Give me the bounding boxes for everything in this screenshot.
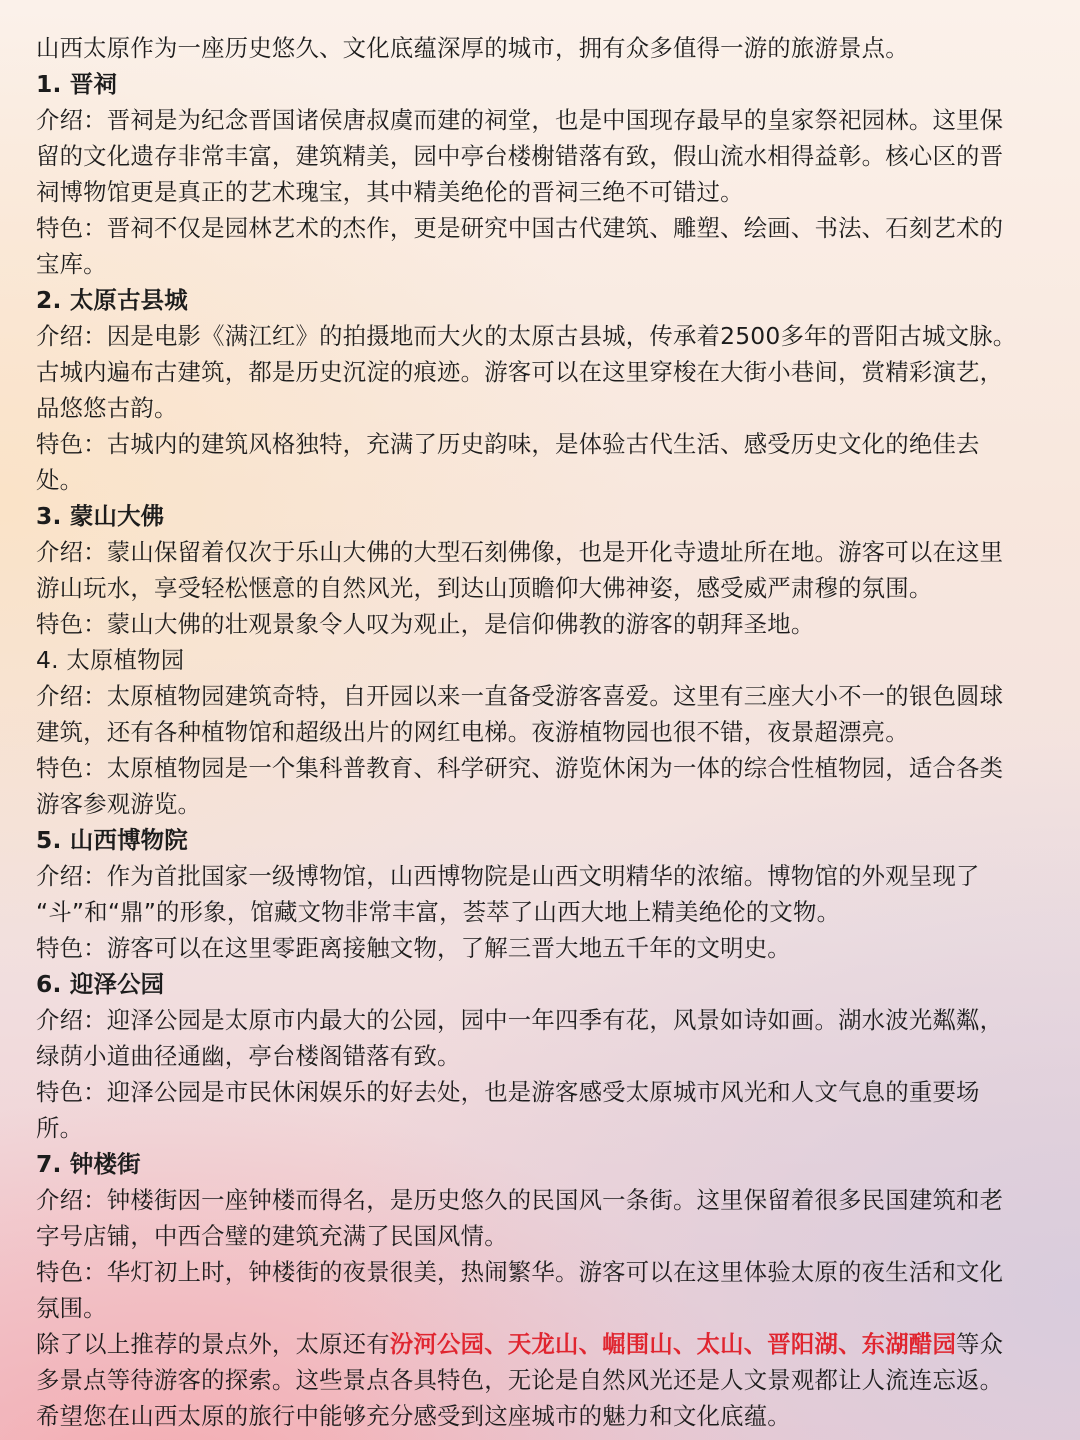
closing-first-line bbox=[36, 1326, 1046, 1362]
section-title: 5. 山西博物院 bbox=[36, 826, 188, 854]
section-line: 祠博物馆更是真正的艺术瑰宝，其中精美绝伦的晋祠三绝不可错过。 bbox=[36, 178, 744, 206]
section-yingze-park bbox=[36, 966, 1046, 1146]
section-line: 特色：古城内的建筑风格独特，充满了历史韵味，是体验古代生活、感受历史文化的绝佳去 bbox=[36, 430, 980, 458]
section-line: 介绍：钟楼街因一座钟楼而得名，是历史悠久的民国风一条街。这里保留着很多民国建筑和老 bbox=[36, 1186, 1004, 1214]
section-line: 建筑，还有各种植物馆和超级出片的网红电梯。夜游植物园也很不错，夜景超漂亮。 bbox=[36, 718, 909, 746]
section-line: 特色：华灯初上时，钟楼街的夜景很美，热闹繁华。游客可以在这里体验太原的夜生活和文化 bbox=[36, 1258, 1004, 1286]
section-line: 特色：迎泽公园是市民休闲娱乐的好去处，也是游客感受太原城市风光和人文气息的重要场 bbox=[36, 1078, 980, 1106]
section-line: 处。 bbox=[36, 466, 84, 494]
closing-line: 多景点等待游客的探索。这些景点各具特色，无论是自然风光还是人文景观都让人流连忘返。 bbox=[36, 1366, 1004, 1394]
section-line: 介绍：作为首批国家一级博物馆，山西博物院是山西文明精华的浓缩。博物馆的外观呈现了 bbox=[36, 862, 980, 890]
section-title: 1. 晋祠 bbox=[36, 70, 118, 98]
section-title: 4. 太原植物园 bbox=[36, 646, 185, 674]
section-line: 留的文化遗存非常丰富，建筑精美，园中亭台楼榭错落有致，假山流水相得益彰。核心区的晋 bbox=[36, 142, 1004, 170]
section-line: 氛围。 bbox=[36, 1294, 107, 1322]
section-shanxi-museum bbox=[36, 822, 1046, 966]
section-title: 2. 太原古县城 bbox=[36, 286, 188, 314]
section-line: 绿荫小道曲径通幽，亭台楼阁错落有致。 bbox=[36, 1042, 461, 1070]
section-title: 6. 迎泽公园 bbox=[36, 970, 165, 998]
section-line: 古城内遍布古建筑，都是历史沉淀的痕迹。游客可以在这里穿梭在大街小巷间，赏精彩演艺， bbox=[36, 358, 1004, 386]
section-botanical-garden bbox=[36, 642, 1046, 822]
section-line: 特色：游客可以在这里零距离接触文物，了解三晋大地五千年的文明史。 bbox=[36, 934, 791, 962]
section-line: 介绍：因是电影《满江红》的拍摄地而大火的太原古县城，传承着2500多年的晋阳古城文脉。 bbox=[36, 322, 1017, 350]
section-line: 游客参观游览。 bbox=[36, 790, 202, 818]
section-line: 品悠悠古韵。 bbox=[36, 394, 178, 422]
section-jinci bbox=[36, 66, 1046, 282]
section-line: 介绍：太原植物园建筑奇特，自开园以来一直备受游客喜爱。这里有三座大小不一的银色圆球 bbox=[36, 682, 1004, 710]
closing-line: 希望您在山西太原的旅行中能够充分感受到这座城市的魅力和文化底蕴。 bbox=[36, 1402, 791, 1430]
section-line: “斗”和“鼎”的形象，馆藏文物非常丰富，荟萃了山西大地上精美绝伦的文物。 bbox=[36, 898, 841, 926]
section-line: 介绍：蒙山保留着仅次于乐山大佛的大型石刻佛像，也是开化寺遗址所在地。游客可以在这里 bbox=[36, 538, 1004, 566]
section-line: 特色：太原植物园是一个集科普教育、科学研究、游览休闲为一体的综合性植物园，适合各类 bbox=[36, 754, 1004, 782]
section-title: 3. 蒙山大佛 bbox=[36, 502, 165, 530]
section-bell-tower-street bbox=[36, 1146, 1046, 1326]
section-line: 字号店铺，中西合璧的建筑充满了民国风情。 bbox=[36, 1222, 508, 1250]
section-line: 特色：晋祠不仅是园林艺术的杰作，更是研究中国古代建筑、雕塑、绘画、书法、石刻艺术的 bbox=[36, 214, 1004, 242]
section-line: 所。 bbox=[36, 1114, 84, 1142]
section-line: 宝库。 bbox=[36, 250, 107, 278]
section-line: 游山玩水，享受轻松惬意的自然风光，到达山顶瞻仰大佛神姿，感受威严肃穆的氛围。 bbox=[36, 574, 933, 602]
intro-text: 山西太原作为一座历史悠久、文化底蕴深厚的城市，拥有众多值得一游的旅游景点。 bbox=[36, 34, 909, 62]
section-title: 7. 钟楼街 bbox=[36, 1150, 141, 1178]
section-line: 介绍：迎泽公园是太原市内最大的公园，园中一年四季有花，风景如诗如画。湖水波光粼粼， bbox=[36, 1006, 1004, 1034]
highlighted-attractions: 汾河公园、天龙山、崛围山、太山、晋阳湖、东湖醋园 bbox=[389, 1330, 957, 1358]
closing-prefix: 除了以上推荐的景点外，太原还有 bbox=[36, 1330, 390, 1358]
closing-suffix: 等众 bbox=[956, 1330, 1004, 1358]
article bbox=[36, 30, 1046, 1434]
section-line: 特色：蒙山大佛的壮观景象令人叹为观止，是信仰佛教的游客的朝拜圣地。 bbox=[36, 610, 815, 638]
section-ancient-county-town bbox=[36, 282, 1046, 498]
section-line: 介绍：晋祠是为纪念晋国诸侯唐叔虞而建的祠堂，也是中国现存最早的皇家祭祀园林。这里保 bbox=[36, 106, 1004, 134]
section-mengshan-buddha bbox=[36, 498, 1046, 642]
closing-paragraph bbox=[36, 1326, 1046, 1434]
